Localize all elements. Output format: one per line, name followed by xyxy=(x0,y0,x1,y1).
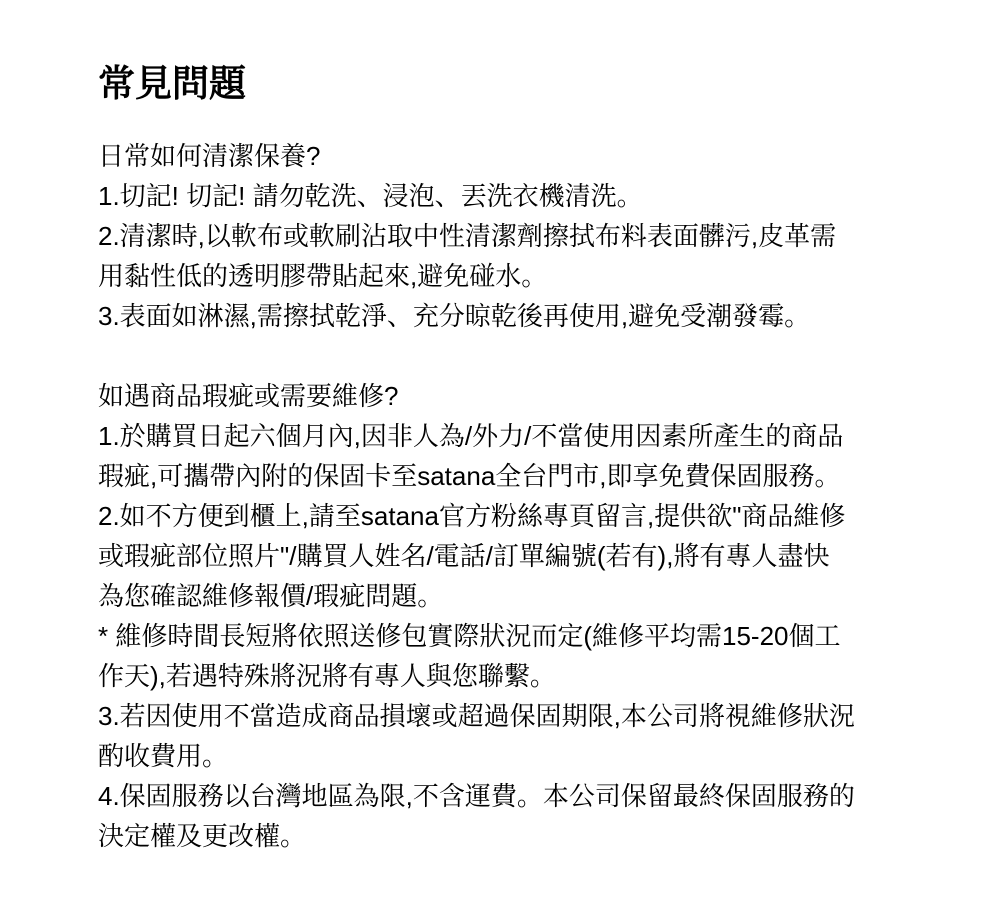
faq-text-line: 決定權及更改權。 xyxy=(98,821,307,852)
faq-text-line: 2.清潔時,以軟布或軟刷沾取中性清潔劑擦拭布料表面髒污,皮革需 xyxy=(98,221,837,252)
faq-text-line: 或瑕疵部位照片"/購買人姓名/電話/訂單編號(若有),將有專人盡快 xyxy=(98,541,830,572)
faq-text-line: 酌收費用。 xyxy=(98,741,229,772)
faq-sections xyxy=(98,136,950,856)
faq-text-line: 3.表面如淋濕,需擦拭乾淨、充分晾乾後再使用,避免受潮發霉。 xyxy=(98,301,811,332)
faq-text-line: 2.如不方便到櫃上,請至satana官方粉絲專頁留言,提供欲"商品維修 xyxy=(98,501,846,532)
faq-section xyxy=(98,136,950,336)
faq-text-line: 1.切記! 切記! 請勿乾洗、浸泡、丟洗衣機清洗。 xyxy=(98,181,643,212)
faq-text-line: 為您確認維修報價/瑕疵問題。 xyxy=(98,581,444,612)
faq-text-line: 作天),若遇特殊將況將有專人與您聯繫。 xyxy=(98,661,556,692)
faq-text-line: 1.於購買日起六個月內,因非人為/外力/不當使用因素所產生的商品 xyxy=(98,421,844,452)
faq-text-line: 4.保固服務以台灣地區為限,不含運費。本公司保留最終保固服務的 xyxy=(98,781,855,812)
page-title: 常見問題 xyxy=(98,63,246,104)
faq-text-line: 瑕疵,可攜帶內附的保固卡至satana全台門市,即享免費保固服務。 xyxy=(98,461,841,492)
faq-text-line: 用黏性低的透明膠帶貼起來,避免碰水。 xyxy=(98,261,548,292)
faq-section xyxy=(98,376,950,856)
faq-question: 日常如何清潔保養? xyxy=(98,141,321,172)
faq-text-line: * 維修時間長短將依照送修包實際狀況而定(維修平均需15-20個工 xyxy=(98,621,841,652)
faq-text-line: 3.若因使用不當造成商品損壞或超過保固期限,本公司將視維修狀況 xyxy=(98,701,855,732)
faq-question: 如遇商品瑕疵或需要維修? xyxy=(98,381,399,412)
